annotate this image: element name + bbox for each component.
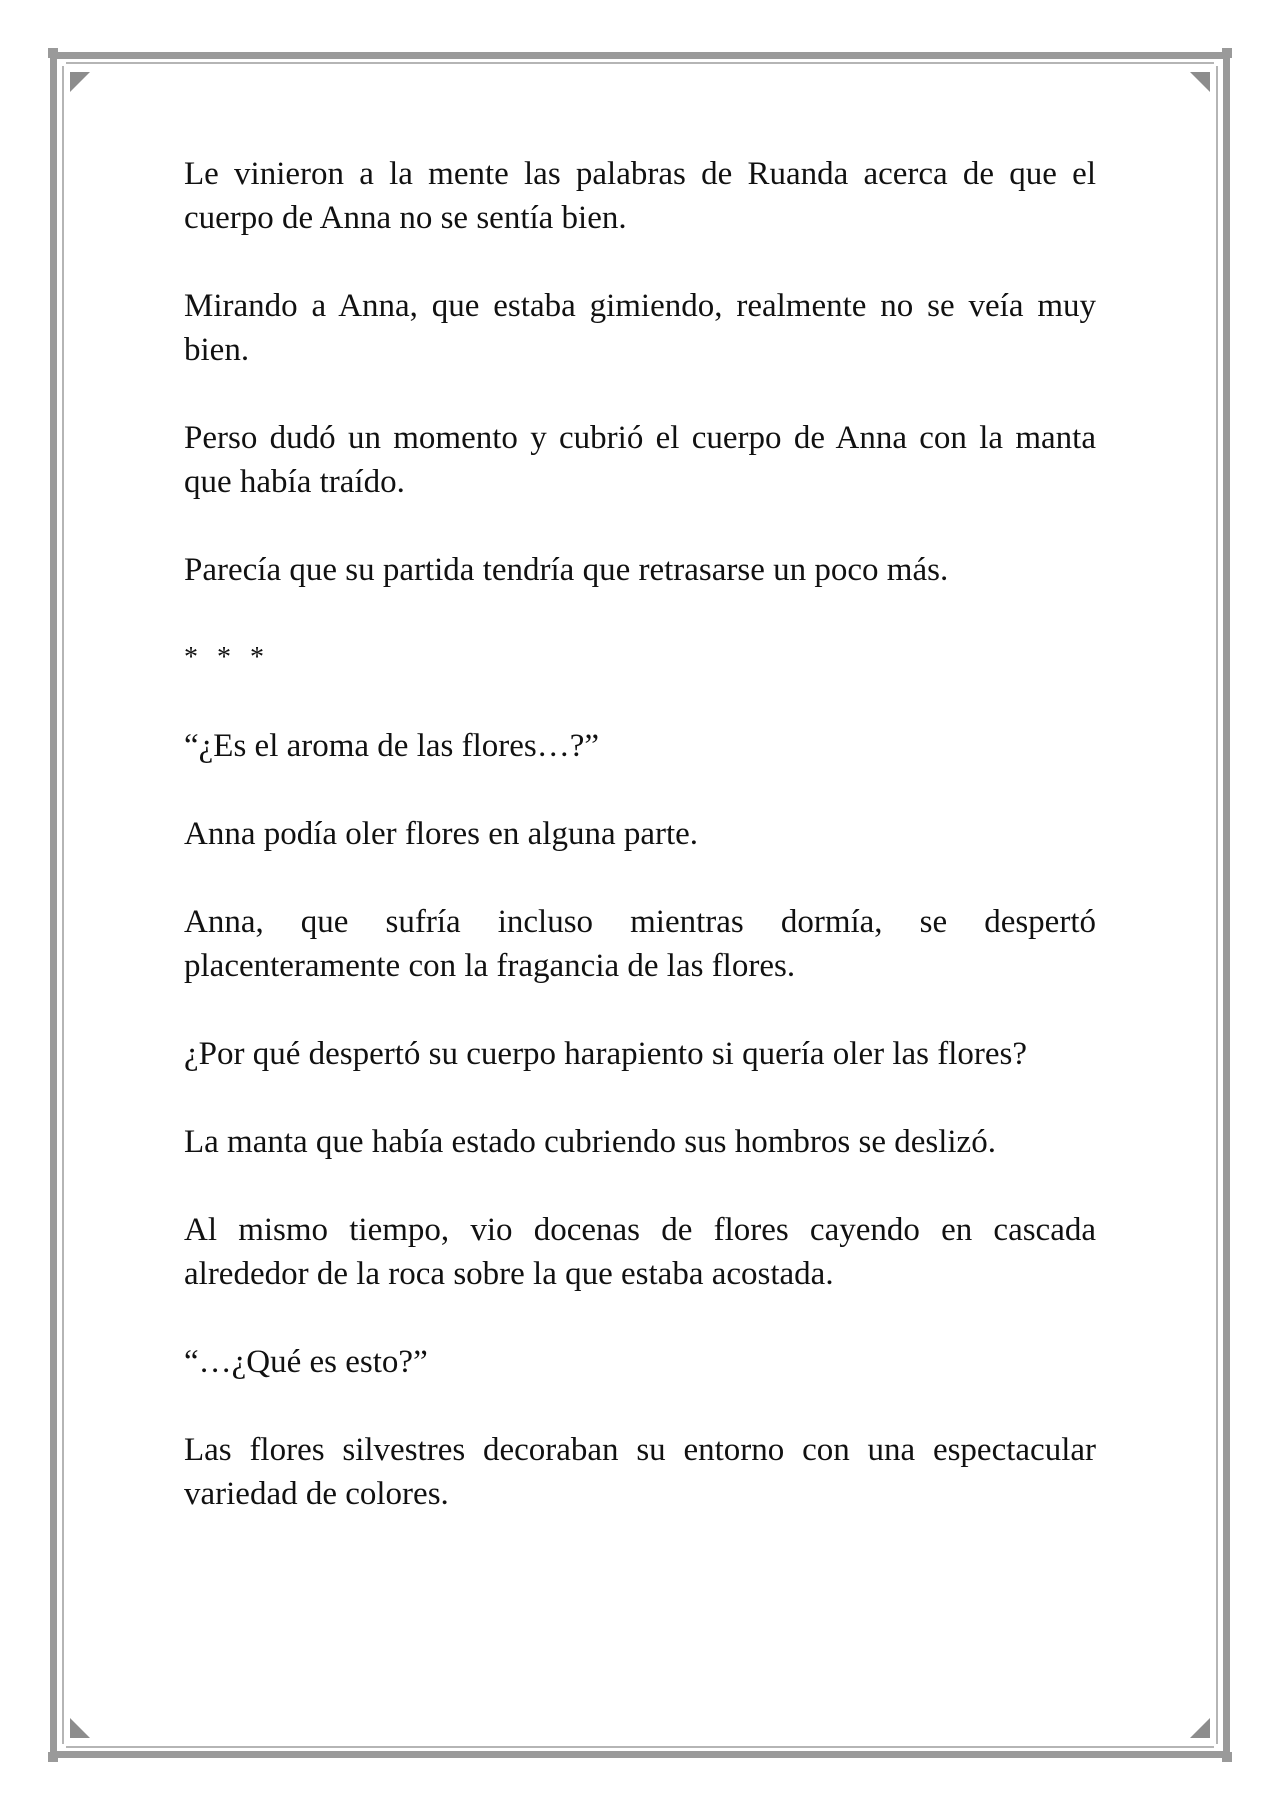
scene-separator: * * * xyxy=(184,642,270,673)
paragraph: Perso dudó un momento y cubrió el cuerpo de Anna con la manta que había traído. xyxy=(184,420,1096,500)
paragraph: Las flores silvestres decoraban su entorno con una espectacular variedad de colores. xyxy=(184,1432,1096,1512)
paragraph: Mirando a Anna, que estaba gimiendo, realmente no se veía muy bien. xyxy=(184,288,1096,368)
paragraph: Parecía que su partida tendría que retrasarse un poco más. xyxy=(184,552,949,588)
paragraph: Le vinieron a la mente las palabras de Ruanda acerca de que el cuerpo de Anna no se sentía bien. xyxy=(184,156,1096,236)
page-text xyxy=(184,152,1096,1560)
paragraph: Anna, que sufría incluso mientras dormía, se despertó placenteramente con la fragancia de las flores. xyxy=(184,904,1096,984)
paragraph: “…¿Qué es esto?” xyxy=(184,1344,428,1380)
paragraph: “¿Es el aroma de las flores…?” xyxy=(184,728,600,764)
paragraph: Anna podía oler flores en alguna parte. xyxy=(184,816,699,852)
paragraph: ¿Por qué despertó su cuerpo harapiento si quería oler las flores? xyxy=(184,1036,1028,1072)
paragraph: La manta que había estado cubriendo sus hombros se deslizó. xyxy=(184,1124,996,1160)
paragraph: Al mismo tiempo, vio docenas de flores cayendo en cascada alrededor de la roca sobre la que estaba acostada. xyxy=(184,1212,1096,1292)
